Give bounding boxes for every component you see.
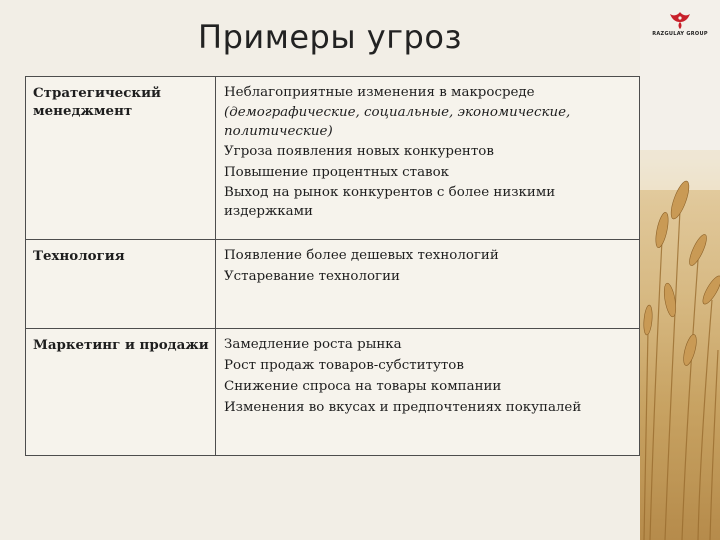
threat-item: Угроза появления новых конкурентов — [224, 144, 494, 159]
threat-items-cell — [216, 329, 640, 456]
table-row — [26, 329, 640, 456]
threat-items-cell — [216, 240, 640, 329]
table-row — [26, 77, 640, 240]
threats-table — [25, 76, 640, 456]
threat-item: Устаревание технологии — [224, 269, 400, 284]
decorative-sidebar — [640, 0, 720, 540]
table-row — [26, 240, 640, 329]
logo-text: RAZGULAY GROUP — [652, 31, 708, 37]
phoenix-logo-icon — [669, 10, 691, 30]
threat-item: Повышение процентных ставок — [224, 165, 450, 180]
page-title: Примеры угроз — [198, 18, 462, 56]
threat-item-note: (демографические, социальные, экономические, политические) — [224, 105, 571, 139]
threat-item: Изменения во вкусах и предпочтениях покупалей — [224, 400, 582, 415]
category-cell: Технология — [26, 240, 216, 329]
threat-items-cell — [216, 77, 640, 240]
category-cell: Стратегический менеджмент — [26, 77, 216, 240]
threat-item: Появление более дешевых технологий — [224, 248, 499, 263]
threat-item: Неблагоприятные изменения в макросреде — [224, 85, 535, 100]
category-cell: Маркетинг и продажи — [26, 329, 216, 456]
threat-item: Выход на рынок конкурентов с более низкими издержками — [224, 185, 556, 219]
threat-item: Снижение спроса на товары компании — [224, 379, 502, 394]
threat-item: Замедление роста рынка — [224, 337, 402, 352]
wheat-field-image — [640, 150, 720, 540]
threat-item: Рост продаж товаров-субститутов — [224, 358, 464, 373]
